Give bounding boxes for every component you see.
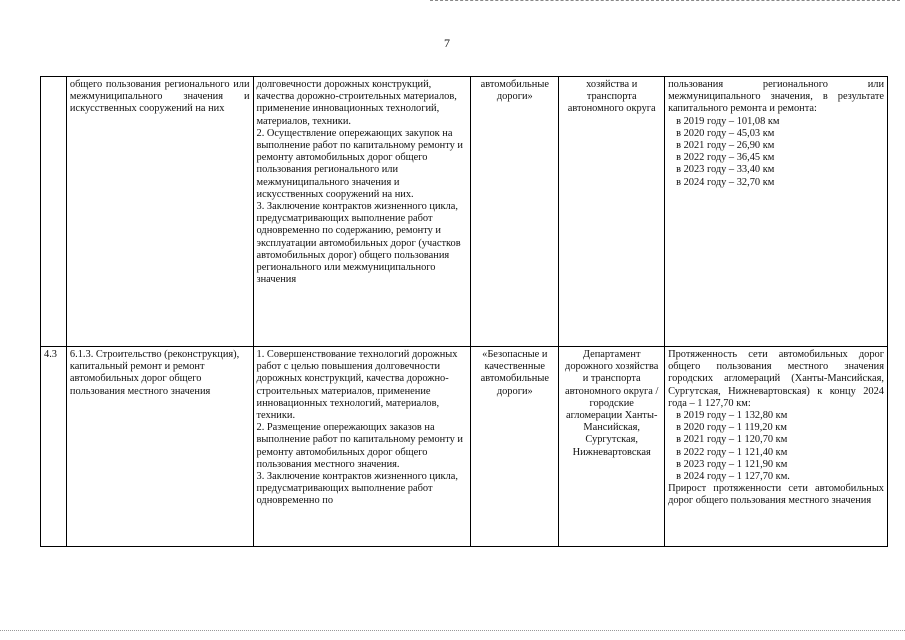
scan-edge-top [430, 0, 900, 4]
measure-item: 3. Заключение контрактов жизненного цикла, предусматривающих выполнение работ одновременно по содержанию, ремонту и эксплуатации автомобильных дорог (участков автомобильных дорог) общего пользования регионального или межмуниципального значения [256, 201, 461, 286]
indicator-year: в 2023 году – 1 121,90 км [676, 458, 788, 470]
row-number-cell: 4.3 [41, 347, 67, 547]
indicator-intro: Протяженность сети автомобильных дорог общего пользования местного значения городских агломераций (Ханты-Мансийская, Сургутская, Нижневартовская) к концу 2024 года – 1 127,70 км: [668, 349, 884, 409]
task-cell [66, 347, 253, 547]
row-number-cell [41, 77, 67, 347]
indicator-year: в 2020 году – 1 119,20 км [676, 422, 787, 434]
task-cell [66, 77, 253, 347]
project-cell: автомобильные дороги» [471, 77, 559, 347]
project-cell: «Безопасные и качественные автомобильные дороги» [471, 347, 559, 547]
task-text: общего пользования регионального или межмуниципального значения и искусственных сооружений на них [69, 79, 250, 115]
indicator-year: в 2024 году – 1 127,70 км. [676, 471, 790, 483]
indicator-year: в 2019 году – 1 132,80 км [676, 410, 788, 422]
measure-item: 1. Совершенствование технологий дорожных работ с целью повышения долговечности дорожных конструкций, качества дорожно-строительных материалов, применение инновационных технологий, материалов, техники. [256, 349, 458, 422]
measure-item: 3. Заключение контрактов жизненного цикла, предусматривающих выполнение работ одновременно по [256, 471, 458, 507]
indicator-cell [665, 347, 888, 547]
indicator-tail: Прирост протяженности сети автомобильных дорог общего пользования местного значения [668, 483, 884, 507]
measure-item: 2. Осуществление опережающих закупок на выполнение работ по капитальному ремонту и ремонту автомобильных дорог общего пользования регионального или межмуниципального значения и искусственных сооружений на них. [256, 127, 463, 200]
table-row [41, 77, 888, 347]
indicator-cell [665, 77, 888, 347]
page-number: 7 [444, 36, 450, 50]
indicator-year: в 2020 году – 45,03 км [676, 127, 775, 139]
measure-item: долговечности дорожных конструкций, качества дорожно-строительных материалов, применение инновационных технологий, материалов, техники. [256, 79, 457, 127]
program-table [40, 76, 888, 547]
indicator-year: в 2021 году – 1 120,70 км [676, 434, 788, 446]
indicator-year: в 2021 году – 26,90 км [676, 140, 775, 152]
responsible-cell: Департамент дорожного хозяйства и транспорта автономного округа / городские агломерации Ханты-Мансийская, Сургутская, Нижневартовская [559, 347, 665, 547]
indicator-intro: пользования регионального или межмуниципального значения, в результате капитального ремонта и ремонта: [668, 79, 884, 115]
indicator-year: в 2019 году – 101,08 км [676, 115, 780, 127]
task-text: 6.1.3. Строительство (реконструкция), капитальный ремонт и ремонт автомобильных дорог общего пользования местного значения [69, 349, 240, 397]
indicator-year: в 2022 году – 36,45 км [676, 152, 775, 164]
indicator-year: в 2023 году – 33,40 км [676, 164, 775, 176]
scan-edge-bottom [0, 630, 905, 633]
indicator-year: в 2022 году – 1 121,40 км [676, 446, 788, 458]
table-row [41, 347, 888, 547]
indicator-year: в 2024 году – 32,70 км [676, 176, 775, 188]
measures-cell [253, 77, 471, 347]
measures-cell [253, 347, 471, 547]
measure-item: 2. Размещение опережающих заказов на выполнение работ по капитальному ремонту и ремонту автомобильных дорог общего пользования местного значения. [256, 422, 463, 470]
responsible-cell: хозяйства и транспорта автономного округа [559, 77, 665, 347]
